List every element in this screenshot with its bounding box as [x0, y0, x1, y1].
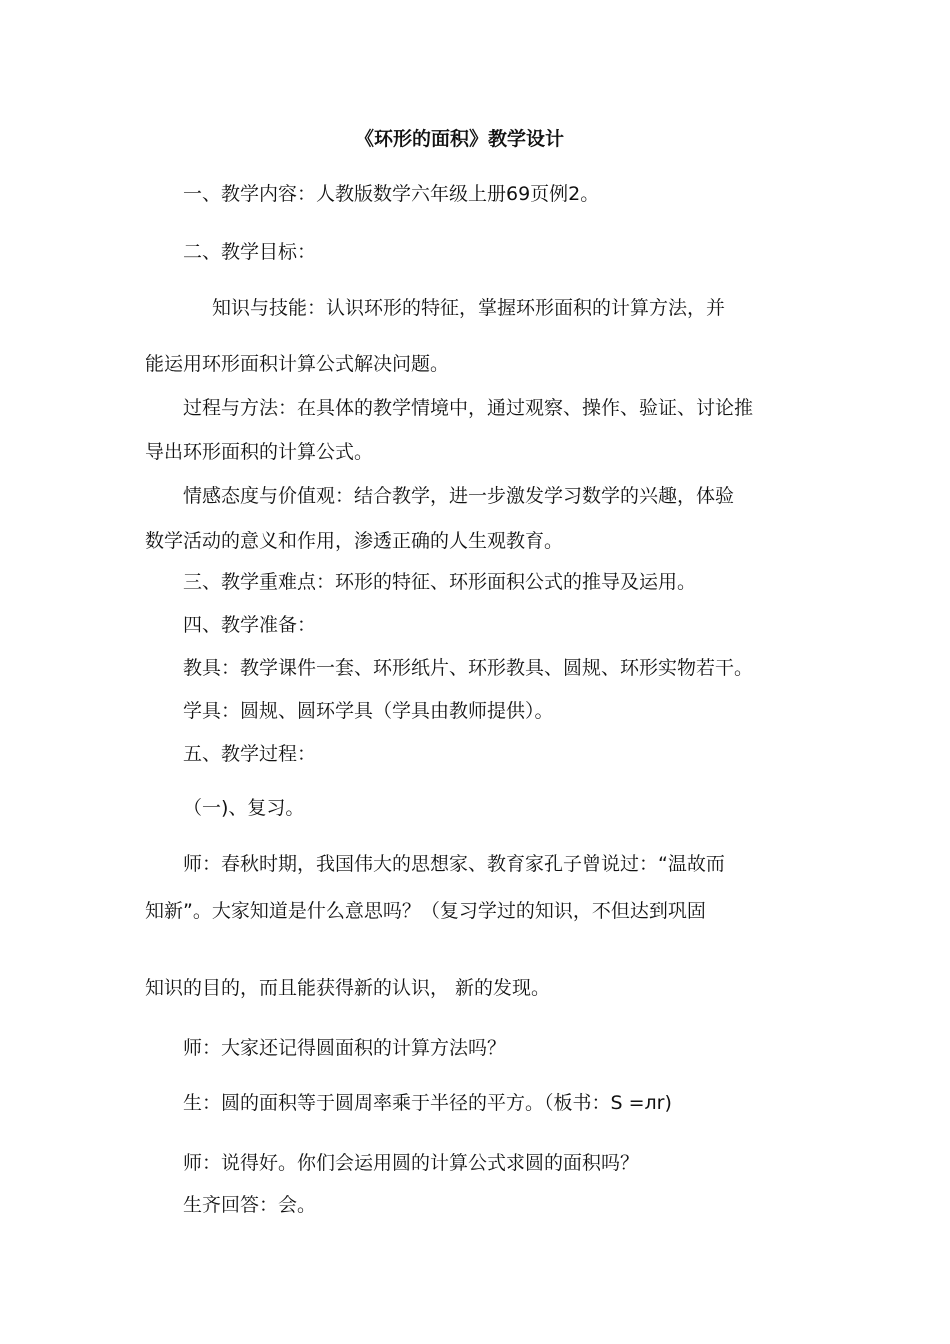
document-title: 《环形的面积》教学设计: [355, 128, 565, 150]
text-line: 生齐回答：会。: [183, 1194, 317, 1216]
text-line: 师：春秋时期，我国伟大的思想家、教育家孔子曾说过：“温故而: [183, 853, 725, 875]
text-line: 过程与方法：在具体的教学情境中，通过观察、操作、验证、讨论推: [183, 397, 754, 419]
text-line: 情感态度与价值观：结合教学，进一步激发学习数学的兴趣，体验: [183, 485, 735, 507]
text-line: 四、教学准备：: [183, 614, 317, 636]
text-line: 教具：教学课件一套、环形纸片、环形教具、圆规、环形实物若干。: [183, 657, 754, 679]
text-line: 能运用环形面积计算公式解决问题。: [145, 353, 450, 375]
text-line: 五、教学过程：: [183, 743, 317, 765]
text-line: 二、教学目标：: [183, 241, 317, 263]
text-line: 知新”。大家知道是什么意思吗？（复习学过的知识，不但达到巩固: [145, 900, 706, 922]
text-line: 三、教学重难点：环形的特征、环形面积公式的推导及运用。: [183, 571, 697, 593]
text-line: （一)、复习。: [183, 797, 305, 819]
text-line: 知识的目的，而且能获得新的认识， 新的发现。: [145, 977, 551, 999]
text-line: 师：说得好。你们会运用圆的计算公式求圆的面积吗？: [183, 1152, 640, 1174]
text-line: 导出环形面积的计算公式。: [145, 441, 374, 463]
text-line: 学具：圆规、圆环学具（学具由教师提供）。: [183, 700, 554, 722]
text-line: 生：圆的面积等于圆周率乘于半径的平方。（板书：S =лr): [183, 1092, 672, 1114]
text-line: 数学活动的意义和作用，渗透正确的人生观教育。: [145, 530, 564, 552]
text-line: 师：大家还记得圆面积的计算方法吗？: [183, 1037, 507, 1059]
text-line: 知识与技能：认识环形的特征，掌握环形面积的计算方法，并: [212, 297, 726, 319]
text-line: 一、教学内容：人教版数学六年级上册69页例2。: [183, 183, 600, 205]
